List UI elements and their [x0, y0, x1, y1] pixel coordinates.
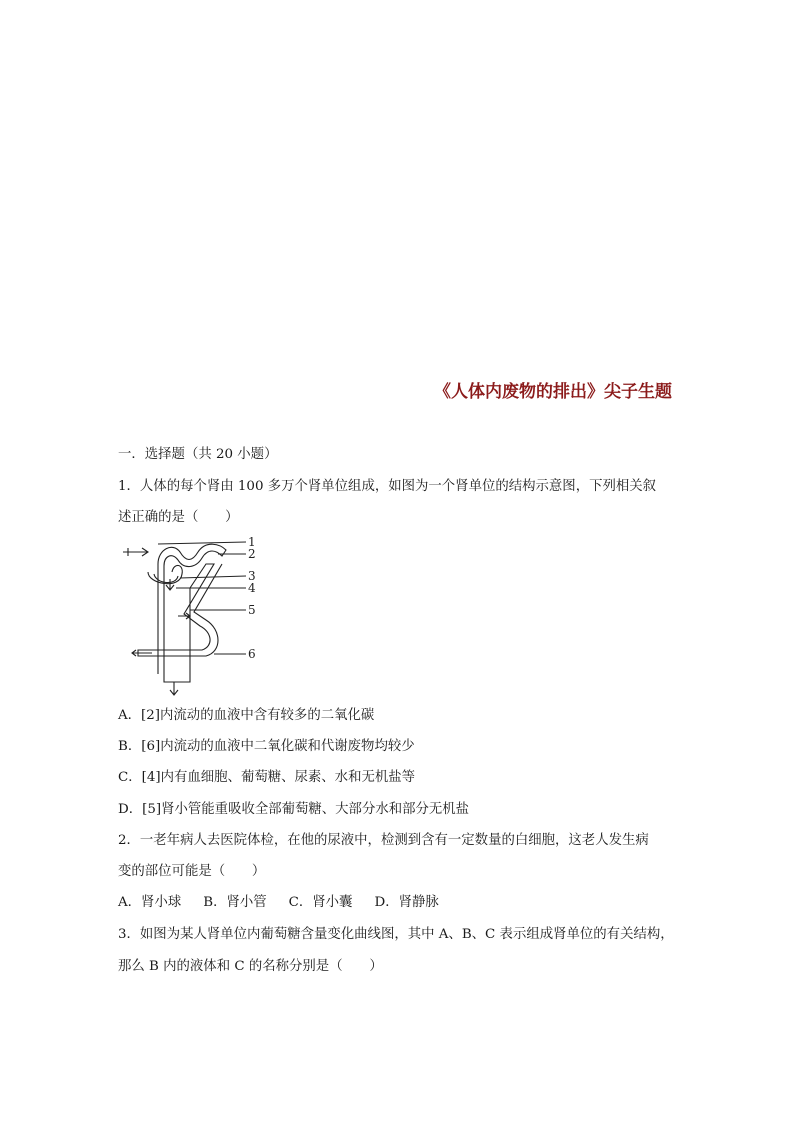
q3-stem-line1: 3．如图为某人肾单位内葡萄糖含量变化曲线图，其中 A、B、C 表示组成肾单位的有关结构，	[118, 927, 674, 942]
diagram-label-1: 1	[248, 535, 256, 549]
q2-options-row	[118, 894, 461, 912]
q2-option-d: D．肾静脉	[374, 895, 439, 910]
q2-option-b: B．肾小管	[203, 895, 267, 910]
document-title: 《人体内废物的排出》尖子生题	[434, 382, 672, 402]
diagram-label-5: 5	[248, 603, 256, 617]
q1-stem-line2: 述正确的是（ ）	[118, 510, 239, 525]
diagram-label-2: 2	[248, 547, 256, 561]
renal-tubule-outline	[138, 544, 226, 682]
glomerulus	[148, 565, 182, 583]
q2-option-c: C．肾小囊	[288, 895, 353, 910]
filtration-arrow	[166, 579, 174, 590]
q2-stem-line1: 2．一老年病人去医院体检，在他的尿液中，检测到含有一定数量的白细胞，这老人发生病	[118, 833, 649, 848]
q2-stem-line2: 变的部位可能是（ ）	[118, 864, 266, 879]
nephron-diagram	[118, 534, 278, 700]
section-heading: 一．选择题（共 20 小题）	[118, 447, 278, 462]
q1-option-a: A．[2]内流动的血液中含有较多的二氧化碳	[118, 708, 375, 723]
q1-option-c: C．[4]内有血细胞、葡萄糖、尿素、水和无机盐等	[118, 770, 416, 785]
q1-option-b: B．[6]内流动的血液中二氧化碳和代谢废物均较少	[118, 739, 415, 754]
diagram-label-3: 3	[248, 569, 256, 583]
efferent-vein-arrow	[132, 650, 152, 656]
q1-stem-line1: 1．人体的每个肾由 100 多万个肾单位组成，如图为一个肾单位的结构示意图，下列相关叙	[118, 479, 657, 494]
urine-arrow	[170, 682, 178, 695]
diagram-label-4: 4	[248, 581, 256, 595]
afferent-arrow	[123, 548, 148, 556]
q2-option-a: A．肾小球	[118, 895, 182, 910]
diagram-label-6: 6	[248, 647, 256, 661]
q3-stem-line2: 那么 B 内的液体和 C 的名称分别是（ ）	[118, 959, 383, 974]
q1-option-d: D．[5]肾小管能重吸收全部葡萄糖、大部分水和部分无机盐	[118, 802, 470, 817]
